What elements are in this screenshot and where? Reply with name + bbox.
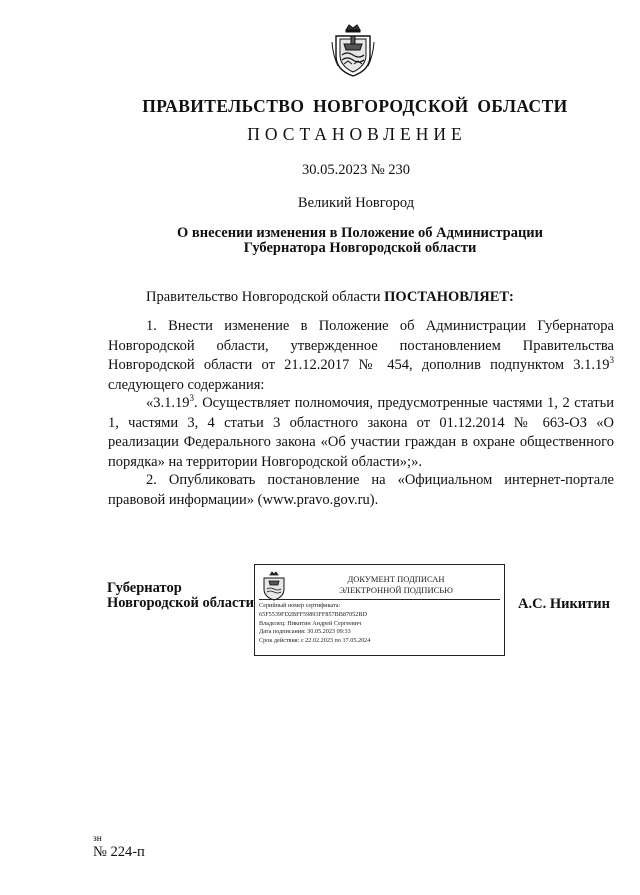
government-title: ПРАВИТЕЛЬСТВО НОВГОРОДСКОЙ ОБЛАСТИ xyxy=(142,96,568,116)
stamp-divider xyxy=(259,599,500,600)
stamp-heading-line-1: ДОКУМЕНТ ПОДПИСАН xyxy=(347,574,445,584)
document-subject xyxy=(110,226,610,256)
quoted-paragraph xyxy=(108,394,614,472)
stamp-heading-line-2: ЭЛЕКТРОННОЙ ПОДПИСЬЮ xyxy=(339,585,453,595)
footer-code: зн xyxy=(93,834,102,844)
stamp-cert-label: Серийный номер сертификата: xyxy=(259,602,341,609)
electronic-signature-stamp xyxy=(254,564,505,656)
subject-line-1: О внесении изменения в Положение об Администрации xyxy=(176,225,544,241)
stamp-owner: Владелец: Никитин Андрей Сергеевич xyxy=(259,619,362,627)
quoted-start: «3.1.19 xyxy=(146,395,190,411)
signer-title-line-2: Новгородской области xyxy=(107,595,254,611)
paragraph-1-tail: следующего содержания: xyxy=(108,376,265,393)
intro-bold: ПОСТАНОВЛЯЕТ: xyxy=(384,289,514,305)
paragraph-1-sup: 3 xyxy=(609,355,614,366)
stamp-validity: Срок действия: с 22.02.2023 по 17.05.2024 xyxy=(259,637,371,645)
signer-title-line-1: Губернатор xyxy=(107,580,182,596)
quoted-sup: 3 xyxy=(189,393,194,404)
paragraph-1-text: 1. Внести изменение в Положение об Администрации Губернатора Новгородской области, утвержденное постановлением Правительства Новгородской области от 21.12.2017 № 454, дополнив подпунктом 3.1.19 xyxy=(108,318,614,373)
stamp-coat-of-arms-icon xyxy=(261,571,287,601)
paragraph-1 xyxy=(108,317,614,395)
subject-line-2: Губернатора Новгородской области xyxy=(243,240,477,256)
coat-of-arms-icon xyxy=(330,22,376,78)
intro-paragraph xyxy=(108,288,614,308)
intro-text: Правительство Новгородской области xyxy=(146,289,385,305)
city: Великий Новгород xyxy=(297,195,415,211)
stamp-cert-number: 65F5539FD2BFF59893FF857BB87052BD xyxy=(259,610,367,618)
stamp-heading xyxy=(289,574,503,596)
footer-number: № 224-п xyxy=(93,844,145,860)
document-type: ПОСТАНОВЛЕНИЕ xyxy=(247,124,467,144)
signer-title xyxy=(107,581,254,611)
date-and-number: 30.05.2023 № 230 xyxy=(301,162,411,178)
quoted-text: . Осуществляет полномочия, предусмотренные частями 1, 2 статьи 1, частями 3, 4 статьи 3 областного закона от 01.12.2014 № 663-ОЗ «О реализации Федерального закона «Об участии граждан в охране общественного порядка» на территории Новгородской области»;». xyxy=(108,395,614,470)
stamp-details xyxy=(259,602,503,646)
signer-name: А.С. Никитин xyxy=(518,596,610,612)
paragraph-2: 2. Опубликовать постановление на «Официальном интернет-портале правовой информации» (www.pravo.gov.ru). xyxy=(108,472,614,508)
stamp-signed-date: Дата подписания: 30.05.2023 09:33 xyxy=(259,628,351,636)
